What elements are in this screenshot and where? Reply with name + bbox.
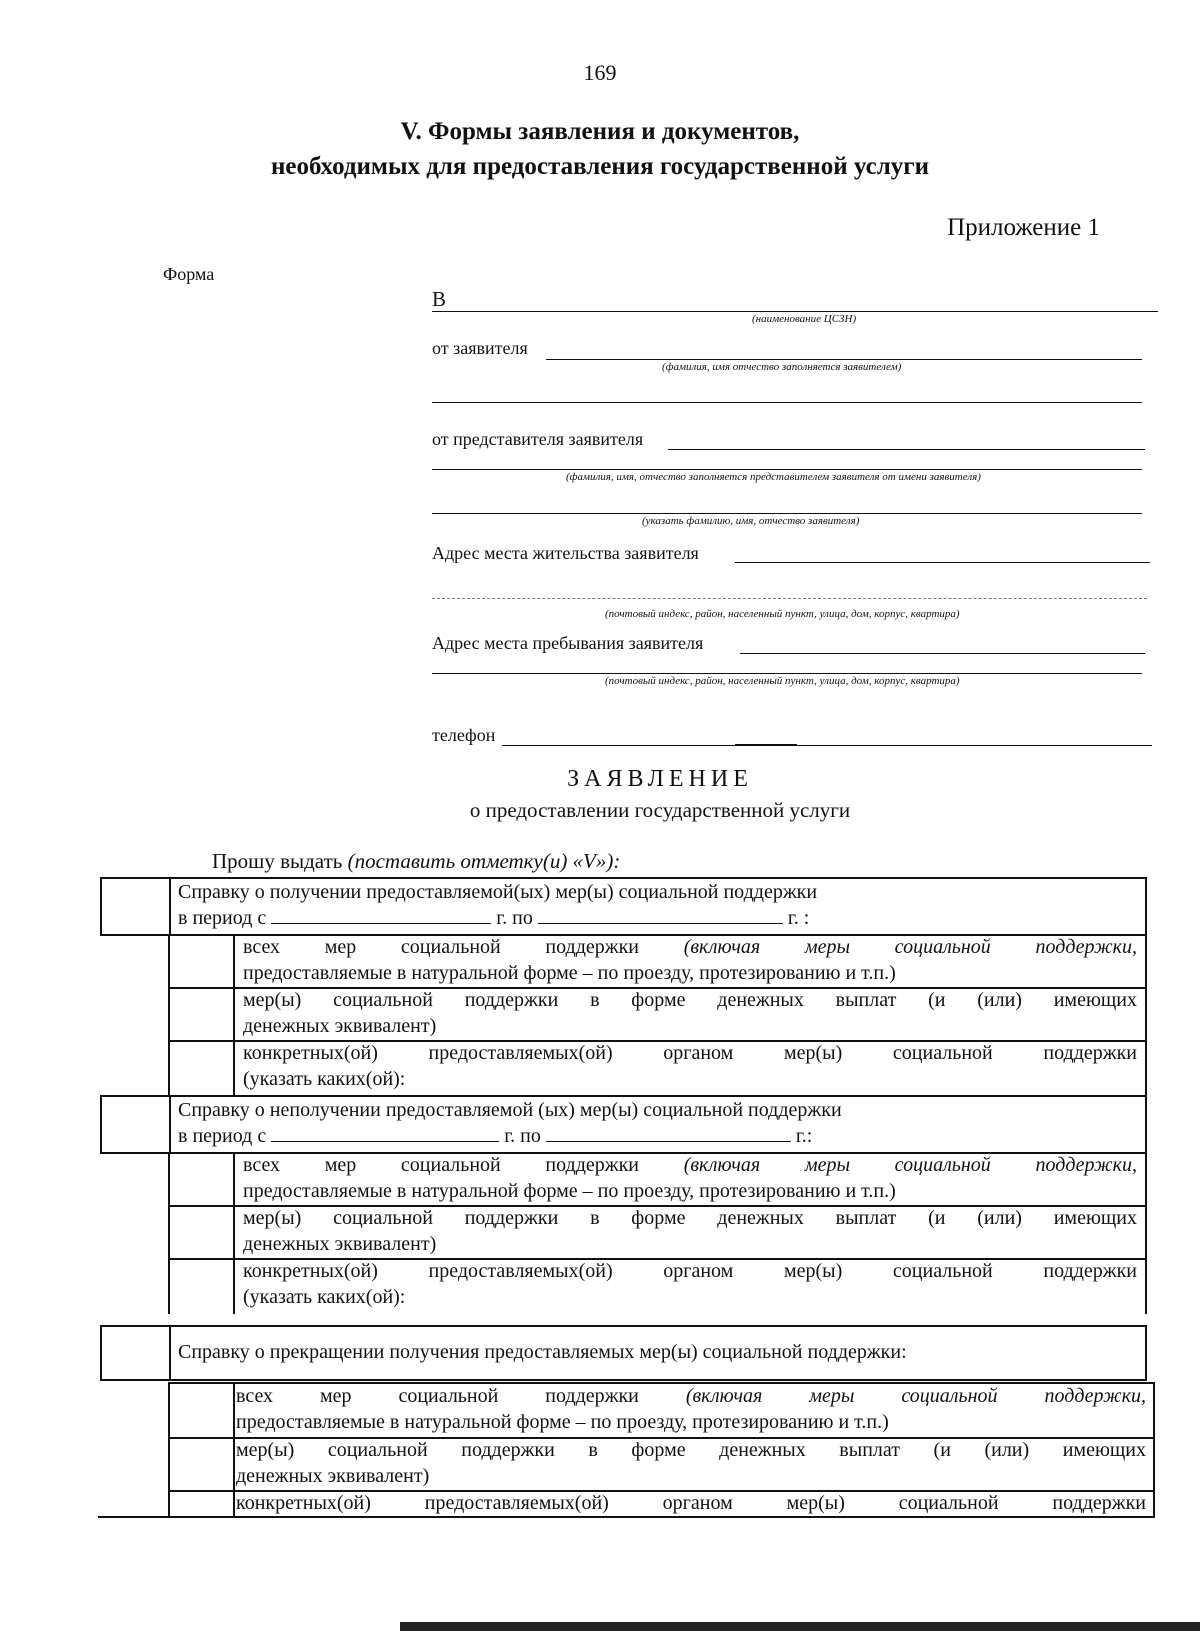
option-1-sub-3-line-2: (указать каких(ой): [243, 1068, 406, 1090]
checkbox-cell-option-1-sub-2[interactable] [170, 989, 232, 1039]
from-representative-caption: (фамилия, имя, отчество заполняется представителем заявителя от имени заявителя) [566, 471, 981, 483]
checkbox-cell-option-2-sub-3[interactable] [170, 1260, 232, 1312]
checkbox-cell-option-3-sub-3[interactable] [170, 1492, 232, 1515]
residence-address-label: Адрес места жительства заявителя [432, 543, 699, 563]
checkbox-cell-option-1[interactable] [102, 879, 168, 933]
residence-address-line-2[interactable] [432, 598, 1147, 599]
form-label: Форма [163, 264, 215, 284]
request-line [212, 849, 620, 874]
option-1-main: Справку о получении предоставляемой(ых) мер(ы) социальной поддержки [178, 881, 818, 903]
option-2-date-to-field[interactable] [546, 1123, 791, 1142]
residence-address-line[interactable] [735, 562, 1150, 563]
addressee-to-line[interactable] [432, 311, 1158, 312]
option-2-main: Справку о неполучении предоставляемой (ых) мер(ы) социальной поддержки [178, 1099, 842, 1121]
addressee-to-prefix: В [432, 287, 447, 311]
appendix-label: Приложение 1 [947, 214, 1100, 241]
checkbox-cell-option-2-sub-2[interactable] [170, 1207, 232, 1257]
stay-address-line[interactable] [740, 653, 1145, 654]
stay-address-line-2[interactable] [432, 673, 1142, 674]
phone-line-mark [735, 744, 797, 745]
option-1-sub-2-line-2: денежных эквивалент) [243, 1015, 437, 1037]
checkbox-cell-option-1-sub-1[interactable] [170, 936, 232, 986]
phone-label: телефон [432, 725, 496, 745]
option-1-period: в период с г. по г. : [178, 907, 810, 929]
option-1-date-from-field[interactable] [271, 905, 491, 924]
section-heading-line-1: V. Формы заявления и документов, [400, 118, 800, 145]
option-2-period: в период с г. по г.: [178, 1125, 813, 1147]
option-2-sub-2-line-2: денежных эквивалент) [243, 1233, 437, 1255]
from-applicant-line[interactable] [546, 359, 1142, 360]
option-1-sub-2-line-1: мер(ы) социальной поддержки в форме денежных выплат (и (или) имеющих [243, 989, 1137, 1011]
from-representative-label: от представителя заявителя [432, 429, 644, 449]
scan-edge [400, 1622, 1200, 1631]
statement-subtitle: о предоставлении государственной услуги [469, 798, 851, 822]
option-2-sub-1-line-1: всех мер социальной поддержки (включая меры социальной поддержки, [243, 1154, 1138, 1176]
options-table [100, 877, 1147, 1517]
checkbox-cell-option-3-sub-1[interactable] [170, 1384, 232, 1436]
option-3-sub-1-line-2: предоставляемые в натуральной форме – по проезду, протезированию и т.п.) [236, 1411, 889, 1433]
option-2-sub-1-line-2: предоставляемые в натуральной форме – по проезду, протезированию и т.п.) [243, 1180, 896, 1202]
applicant-name-line[interactable] [432, 513, 1142, 514]
option-3-sub-2-line-1: мер(ы) социальной поддержки в форме денежных выплат (и (или) имеющих [236, 1439, 1146, 1461]
applicant-name-caption: (указать фамилию, имя, отчество заявителя) [642, 515, 860, 527]
from-applicant-label: от заявителя [432, 338, 528, 358]
section-heading-line-2: необходимых для предоставления государственной услуги [271, 153, 929, 180]
from-representative-line[interactable] [668, 449, 1145, 450]
from-representative-line-2[interactable] [432, 469, 1142, 470]
checkbox-cell-option-2-sub-1[interactable] [170, 1154, 232, 1204]
option-2-sub-2-line-1: мер(ы) социальной поддержки в форме денежных выплат (и (или) имеющих [243, 1207, 1137, 1229]
stay-caption: (почтовый индекс, район, населенный пункт, улица, дом, корпус, квартира) [605, 675, 960, 687]
option-3-sub-1-line-1: всех мер социальной поддержки (включая меры социальной поддержки, [236, 1385, 1147, 1407]
checkbox-cell-option-2[interactable] [102, 1097, 168, 1151]
phone-line[interactable] [502, 745, 1152, 746]
option-2-date-from-field[interactable] [271, 1123, 499, 1142]
option-2-sub-3-line-2: (указать каких(ой): [243, 1286, 406, 1308]
from-applicant-caption: (фамилия, имя отчество заполняется заявителем) [662, 361, 902, 373]
checkbox-cell-option-1-sub-3[interactable] [170, 1042, 232, 1094]
request-hint: (поставить отметку(и) «V»): [347, 849, 621, 873]
option-1-date-to-field[interactable] [538, 905, 783, 924]
statement-title: ЗАЯВЛЕНИЕ [567, 766, 753, 792]
residence-caption: (почтовый индекс, район, населенный пункт, улица, дом, корпус, квартира) [605, 608, 960, 620]
stay-address-label: Адрес места пребывания заявителя [432, 633, 704, 653]
option-1-sub-3-line-1: конкретных(ой) предоставляемых(ой) органом мер(ы) социальной поддержки [243, 1042, 1137, 1064]
page-number: 169 [583, 60, 617, 85]
checkbox-cell-option-3-sub-2[interactable] [170, 1439, 232, 1489]
option-1-sub-1-line-2: предоставляемые в натуральной форме – по проезду, протезированию и т.п.) [243, 962, 896, 984]
from-applicant-line-2[interactable] [432, 402, 1142, 403]
addressee-to-caption: (наименование ЦСЗН) [752, 313, 857, 325]
option-3-sub-3-line-1: конкретных(ой) предоставляемых(ой) органом мер(ы) социальной поддержки [236, 1492, 1146, 1514]
option-3-main: Справку о прекращении получения предоставляемых мер(ы) социальной поддержки: [178, 1341, 907, 1363]
request-prefix: Прошу выдать [212, 849, 343, 873]
option-2-sub-3-line-1: конкретных(ой) предоставляемых(ой) органом мер(ы) социальной поддержки [243, 1260, 1137, 1282]
checkbox-cell-option-3[interactable] [102, 1327, 168, 1378]
option-3-sub-2-line-2: денежных эквивалент) [236, 1465, 430, 1487]
option-1-sub-1-line-1: всех мер социальной поддержки (включая меры социальной поддержки, [243, 936, 1138, 958]
